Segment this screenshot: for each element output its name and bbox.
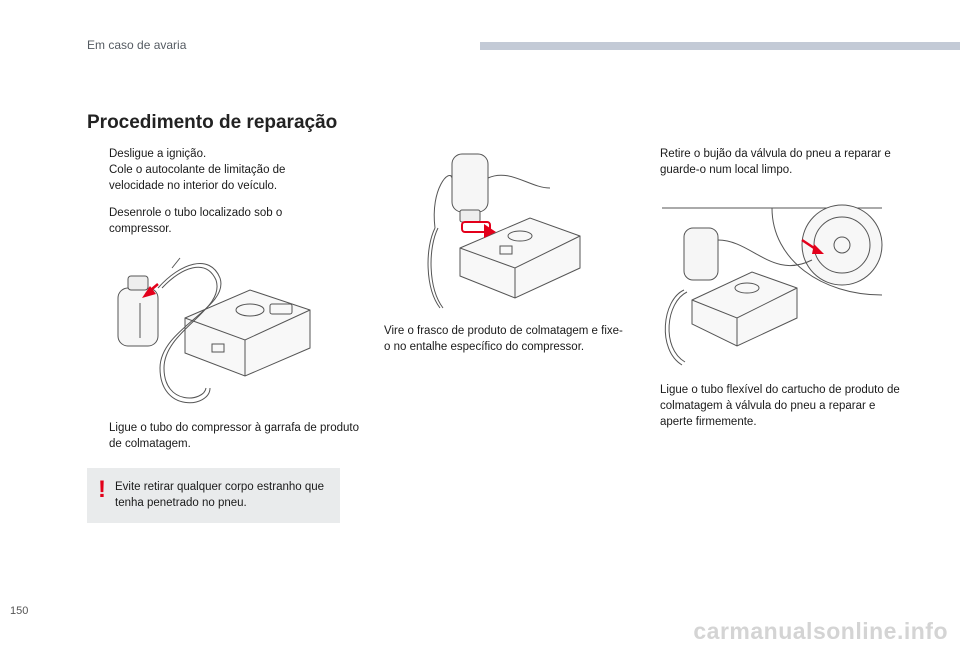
step-text: Ligue o tubo do compressor à garrafa de produto de colmatagem. [109,422,359,450]
step-ignition [87,146,349,162]
step-text: Ligue o tubo flexível do cartucho de produto de colmatagem à válvula do pneu a reparar e aperte firmemente. [660,384,900,428]
header-bar [480,42,960,50]
step-remove-valve-cap [638,146,915,178]
page-title: Procedimento de reparação [87,112,338,133]
inverted-bottle-illustration [420,148,590,318]
page-number: 150 [10,605,29,617]
step-text: Desenrole o tubo localizado sob o compressor. [109,207,283,235]
step-text: Retire o bujão da válvula do pneu a reparar e guarde-o num local limpo. [660,148,891,176]
step-invert-bottle [362,323,629,355]
section-label: Em caso de avaria [87,38,187,52]
tyre-valve-illustration [652,200,892,372]
step-connect-valve [638,382,910,430]
warning-text: Evite retirar qualquer corpo estranho que tenha penetrado no pneu. [115,481,325,509]
step-text: Cole o autocolante de limitação de velocidade no interior do veículo. [109,164,286,192]
warning-box [87,468,340,523]
step-unroll-hose [87,205,329,237]
step-text: Vire o frasco de produto de colmatagem e fixe-o no entalhe específico do compressor. [384,325,623,353]
step-connect-bottle [87,420,359,452]
step-text: Desligue a ignição. [109,148,207,160]
compressor-bottle-illustration [100,248,330,413]
warning-icon: ! [98,476,106,503]
watermark: carmanualsonline.info [693,618,948,644]
step-speed-sticker [87,162,329,194]
